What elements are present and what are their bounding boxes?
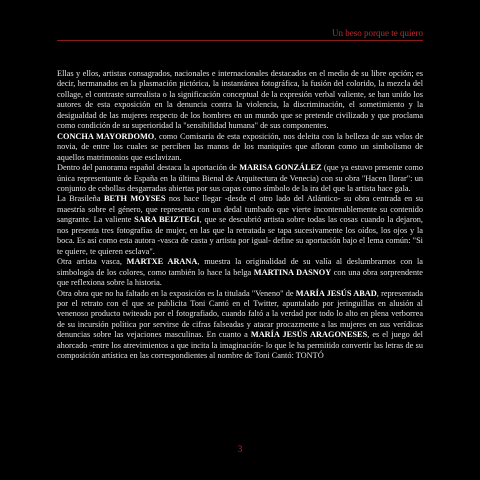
paragraph-text: nos hace llegar -desde el otro lado del Atlántico- su obra centrada en su maestría sobre el género, que representa con un dedal tumbado que vierte incontenublemente su contenido sangrante. La valiente (57, 194, 424, 225)
artist-name: MARTXE ARANA (126, 257, 198, 267)
artist-name: MARISA GONZÁLEZ (239, 163, 322, 173)
paragraph-text: , es el juego del ahorcado -entre los atrevimientos a que incita la imaginación- lo que le ha permitido convertir las letras de su composición artística en las correspondientes al nombre de Toni Cantó: TONTÓ (57, 330, 423, 361)
article-body (57, 69, 423, 362)
paragraph-text: con una obra sorprendente que reflexiona sobre la historia. (57, 267, 423, 288)
artist-name: SARA BEIZTEGI (134, 215, 200, 225)
artist-name: MARÍA JESÚS ABAD (295, 288, 377, 298)
paragraph-text: Otra artista vasca, (57, 257, 127, 267)
paragraph-text: (que ya estuvo presente como única representante de España en la última Bienal de Arquitectura de Venecia) con su obra "Hacen llorar": un conjunto de cebollas desgarradas abiertas por sus capas como símbolo de la ira del que la artista hace gala. (57, 163, 423, 193)
paragraph-text: La Brasileña (57, 194, 104, 204)
paragraph (57, 69, 423, 132)
paragraph-text: Otra obra que no ha faltado en la exposición es la titulada "Veneno" de (57, 288, 296, 298)
paragraph-text: , representada por el retrato con el que se publicita Toni Cantó en el Twitter, apuntalado por jeringuillas en alusión al venenoso producto twiteado por el fotografiado, cuando faltó a la verdad por todo lo alto en plena verborrea de su incursión política por servirse de cifras falseadas y atacar procazmente a las mujeres en sus verídicas denuncias sobre las vejaciones masculinas. En cuanto a (57, 288, 423, 340)
artist-name: CONCHA MAYORDOMO (57, 131, 155, 141)
paragraph-text: Ellas y ellos, artistas consagrados, nacionales e internacionales destacados en el medio de su libre opción; es decir, hermanados en la plasmación pictórica, la instantánea fotográfica, la fusión del colorido, la mezcla del collage, el contraste surrealista o la significación conceptual de la expresión verbal valiente, se han unido los autores de esta exposición en la denuncia contra la violencia, la discriminación, el sometimiento y la desigualdad de las mujeres respecto de los hombres en un mundo que se pretende civilizado y que proclama como condición de su superioridad la "sensibilidad humana" de sus componentes. (57, 69, 423, 131)
page-number: 3 (237, 444, 243, 454)
paragraph-text: , que se descubrió artista sobre todas las cosas cuando la dejaron, nos presenta tres fotografías de mujer, en las que la retratada se tapa sucesivamente los oídos, los ojos y la boca. Es así como esta autora -vasca de casta y artista por igual- define su aportación bajo el lema común: "Si te quiere, te quieren esclava". (57, 215, 423, 256)
artist-name: MARTINA DASNOY (253, 267, 332, 277)
paragraph (57, 194, 423, 257)
paragraph (57, 257, 423, 288)
running-header-title: Un beso porque te quiero (332, 28, 423, 38)
paragraph (57, 132, 423, 163)
paragraph (57, 163, 423, 194)
artist-name: BETH MOYSES (103, 194, 166, 204)
paragraph-text: , muestra la originalidad de su valía al deslumbrarnos con la simbología de los colores, como también lo hace la belga (57, 257, 423, 277)
artist-name: MARÍA JESÚS ARAGONESES (250, 330, 368, 340)
header-rule (57, 40, 423, 41)
paragraph (57, 289, 423, 362)
paragraph-text: , como Comisaria de esta exposición, nos deleita con la belleza de sus velos de novia, de entre los cuales se perciben las manos de los maniquíes que afloran como un simbolismo de aquellos matrimonios que esclavizan. (57, 131, 424, 162)
paragraph-text: Dentro del panorama español destaca la aportación de (57, 163, 240, 173)
